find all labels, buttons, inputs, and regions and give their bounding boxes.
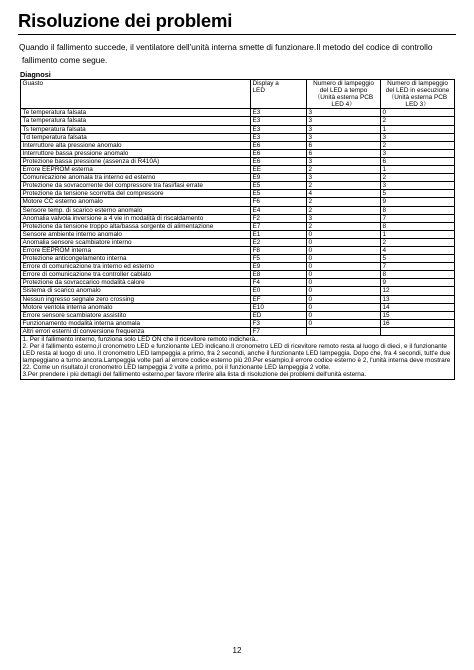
fault-cell: Altri errori esterni di conversione frequenza (21, 327, 251, 335)
led-code-cell: F3 (251, 319, 307, 327)
run-led-blinks-cell: 2 (381, 117, 455, 125)
fault-cell: Te temperatura falsata (21, 109, 251, 117)
timer-led-blinks-cell: 3 (307, 133, 381, 141)
led-code-cell: E6 (251, 149, 307, 157)
run-led-blinks-cell: 13 (381, 295, 455, 303)
table-row (21, 327, 455, 335)
led-code-cell: E6 (251, 157, 307, 165)
led-code-cell: EE (251, 166, 307, 174)
fault-cell: Protezione da tensione troppo alta/bassa sorgente di alimentazione (21, 222, 251, 230)
run-led-blinks-cell: 14 (381, 303, 455, 311)
table-header-row (21, 80, 455, 109)
table-row (21, 263, 455, 271)
table-row (21, 230, 455, 238)
intro-line-2: fallimento come segue. (22, 54, 108, 65)
run-led-blinks-cell: 2 (381, 238, 455, 246)
run-led-blinks-cell: 5 (381, 255, 455, 263)
timer-led-blinks-cell: 0 (307, 238, 381, 246)
run-led-blinks-cell: 1 (381, 125, 455, 133)
led-code-cell: E3 (251, 109, 307, 117)
led-code-cell: E10 (251, 303, 307, 311)
timer-led-blinks-cell: 3 (307, 117, 381, 125)
run-led-blinks-cell: 5 (381, 190, 455, 198)
notes-cell (21, 336, 455, 380)
header-fault: Guasto (21, 80, 251, 109)
fault-cell: Anomalia sensore scambiatore interno (21, 238, 251, 246)
timer-led-blinks-cell: 2 (307, 166, 381, 174)
timer-led-blinks-cell: 2 (307, 182, 381, 190)
table-row (21, 125, 455, 133)
run-led-blinks-cell: 8 (381, 206, 455, 214)
fault-cell: Comunicazione anomala tra interno ed esterno (21, 174, 251, 182)
run-led-blinks-cell: 4 (381, 246, 455, 254)
table-row (21, 157, 455, 165)
led-code-cell: E8 (251, 271, 307, 279)
fault-cell: Interruttore alta pressione anomalo (21, 141, 251, 149)
notes-row (21, 336, 455, 380)
table-row (21, 311, 455, 319)
run-led-blinks-cell: 2 (381, 141, 455, 149)
led-code-cell: F7 (251, 327, 307, 335)
page-title: Risoluzione dei problemi (18, 10, 233, 31)
led-code-cell: E5 (251, 190, 307, 198)
title-underline (18, 34, 456, 35)
led-code-cell: F5 (251, 255, 307, 263)
intro-paragraph (19, 41, 457, 66)
timer-led-blinks-cell: 3 (307, 125, 381, 133)
table-row (21, 141, 455, 149)
table-row (21, 303, 455, 311)
run-led-blinks-cell: 3 (381, 133, 455, 141)
fault-cell: Protezione anticongelamento interna (21, 255, 251, 263)
run-led-blinks-cell: 1 (381, 166, 455, 174)
table-row (21, 295, 455, 303)
led-code-cell: E4 (251, 206, 307, 214)
run-led-blinks-cell: 2 (381, 174, 455, 182)
note-1: 1. Per il fallimento interno, funziona solo LED ON che il ricevitore remoto indicherà.. (22, 336, 259, 343)
timer-led-blinks-cell: 3 (307, 109, 381, 117)
timer-led-blinks-cell: 2 (307, 222, 381, 230)
table-row (21, 174, 455, 182)
table-row (21, 214, 455, 222)
run-led-blinks-cell: 0 (381, 109, 455, 117)
run-led-blinks-cell (381, 327, 455, 335)
fault-cell: Sistema di scarico anomalo (21, 287, 251, 295)
timer-led-blinks-cell: 2 (307, 198, 381, 206)
timer-led-blinks-cell: 3 (307, 174, 381, 182)
timer-led-blinks-cell: 0 (307, 230, 381, 238)
timer-led-blinks-cell: 0 (307, 279, 381, 287)
fault-cell: Ta temperatura falsata (21, 117, 251, 125)
run-led-blinks-cell: 6 (381, 157, 455, 165)
timer-led-blinks-cell: 0 (307, 295, 381, 303)
table-row (21, 271, 455, 279)
table-row (21, 238, 455, 246)
run-led-blinks-cell: 15 (381, 311, 455, 319)
diagnosis-table-body (21, 80, 455, 336)
fault-cell: Errore di comunicazione tra interno ed esterno (21, 263, 251, 271)
header-led-display: Display a LED (251, 80, 307, 109)
fault-cell: Motore ventola interna anomalo (21, 303, 251, 311)
led-code-cell: E7 (251, 222, 307, 230)
run-led-blinks-cell: 9 (381, 279, 455, 287)
table-row (21, 117, 455, 125)
run-led-blinks-cell: 3 (381, 182, 455, 190)
notes-body (21, 336, 455, 380)
fault-cell: Interruttore bassa pressione anomalo (21, 149, 251, 157)
timer-led-blinks-cell: 0 (307, 319, 381, 327)
run-led-blinks-cell: 8 (381, 222, 455, 230)
timer-led-blinks-cell: 0 (307, 271, 381, 279)
led-code-cell: E6 (251, 141, 307, 149)
page-number: 12 (232, 646, 242, 655)
run-led-blinks-cell: 7 (381, 263, 455, 271)
table-row (21, 255, 455, 263)
fault-cell: Ts temperatura falsata (21, 125, 251, 133)
timer-led-blinks-cell: 0 (307, 255, 381, 263)
led-code-cell: E9 (251, 263, 307, 271)
header-timer-led-blinks: Numero di lampeggio del LED a tempo （Unità esterna PCB LED 4） (307, 80, 381, 109)
table-row (21, 149, 455, 157)
table-row (21, 206, 455, 214)
fault-cell: Td temperatura falsata (21, 133, 251, 141)
intro-line-1: Quando il fallimento succede, il ventilatore dell'unità interna smette di funzionare.Il metodo del codice di controllo (19, 42, 433, 52)
led-code-cell: E5 (251, 182, 307, 190)
led-code-cell: F6 (251, 198, 307, 206)
fault-cell: Errore EEPROM interna (21, 246, 251, 254)
run-led-blinks-cell: 9 (381, 198, 455, 206)
led-code-cell: F2 (251, 214, 307, 222)
led-code-cell: E2 (251, 238, 307, 246)
fault-cell: Sensore ambiente interno anomalo (21, 230, 251, 238)
header-run-led-blinks: Numero di lampeggio del LED in esecuzione （Unità esterna PCB LED 3） (381, 80, 455, 109)
timer-led-blinks-cell: 3 (307, 157, 381, 165)
run-led-blinks-cell: 16 (381, 319, 455, 327)
run-led-blinks-cell: 12 (381, 287, 455, 295)
fault-cell: Protezione da sovracorrente del compressore tra fasi/fasi errate (21, 182, 251, 190)
table-row (21, 319, 455, 327)
section-heading: Diagnosi (20, 70, 51, 79)
led-code-cell: E0 (251, 287, 307, 295)
led-code-cell: E3 (251, 133, 307, 141)
timer-led-blinks-cell: 4 (307, 190, 381, 198)
led-code-cell: F8 (251, 246, 307, 254)
fault-cell: Protezione da sovraccarico modalità calore (21, 279, 251, 287)
fault-cell: Anomalia valvola inversione a 4 vie in modalità di riscaldamento (21, 214, 251, 222)
timer-led-blinks-cell (307, 327, 381, 335)
table-row (21, 222, 455, 230)
led-code-cell: E3 (251, 125, 307, 133)
fault-cell: Errore sensore scambiatore assistito (21, 311, 251, 319)
led-code-cell: E9 (251, 174, 307, 182)
timer-led-blinks-cell: 0 (307, 311, 381, 319)
table-row (21, 246, 455, 254)
run-led-blinks-cell: 8 (381, 271, 455, 279)
diagnosis-table (20, 79, 455, 380)
fault-cell: Motore CC esterno anomalo (21, 198, 251, 206)
fault-cell: Protezione bassa pressione (assenza di R410A) (21, 157, 251, 165)
table-row (21, 166, 455, 174)
note-2: 2. Per il fallimento esterno,il cronometro LED e funzionante LED indicano.Il cronometro LED di ricevitore remoto resta al luogo di dieci, e il funzionante LED resta al luogo di uno. Il cronometro LED lampeggia a primo, fra 2 secondi, anche il funzionante LED lampeggia. Dopo che, fra 4 secondi, tutt'e due lampeggiano a turno ancora.Lampeggia volte pari al errore codice esterno più 20.Per esampio,il errore codice esterno è 2, l'unità interna deve mostrare 22. Come un risultato,il cronometro LED lampeggia 2 volte a primo, poi il funzionante LED lampeggia 2 volte. (22, 343, 451, 372)
table-row (21, 287, 455, 295)
run-led-blinks-cell: 1 (381, 230, 455, 238)
table-row (21, 182, 455, 190)
led-code-cell: E3 (251, 117, 307, 125)
table-row (21, 279, 455, 287)
fault-cell: Protezione da tensione scorretta del compressore (21, 190, 251, 198)
run-led-blinks-cell: 7 (381, 214, 455, 222)
run-led-blinks-cell: 3 (381, 149, 455, 157)
fault-cell: Nessun ingresso segnale zero crossing (21, 295, 251, 303)
timer-led-blinks-cell: 6 (307, 149, 381, 157)
table-row (21, 133, 455, 141)
fault-cell: Funzionamento modalità interna anomala (21, 319, 251, 327)
fault-cell: Errore EEPROM esterna (21, 166, 251, 174)
table-row (21, 198, 455, 206)
timer-led-blinks-cell: 3 (307, 214, 381, 222)
timer-led-blinks-cell: 0 (307, 303, 381, 311)
timer-led-blinks-cell: 0 (307, 246, 381, 254)
timer-led-blinks-cell: 2 (307, 206, 381, 214)
led-code-cell: ED (251, 311, 307, 319)
note-3: 3.Per prendere i più dettagli del fallimento esterno,per favore riferire alla lista di risoluzione dei problemi dell'unità esterna. (22, 371, 367, 379)
timer-led-blinks-cell: 0 (307, 287, 381, 295)
led-code-cell: F4 (251, 279, 307, 287)
led-code-cell: EF (251, 295, 307, 303)
led-code-cell: E1 (251, 230, 307, 238)
table-row (21, 190, 455, 198)
fault-cell: Sensore temp. di scarico esterno anomalo (21, 206, 251, 214)
table-row (21, 109, 455, 117)
timer-led-blinks-cell: 6 (307, 141, 381, 149)
fault-cell: Errore di comunicazione tra controller cablato (21, 271, 251, 279)
timer-led-blinks-cell: 0 (307, 263, 381, 271)
